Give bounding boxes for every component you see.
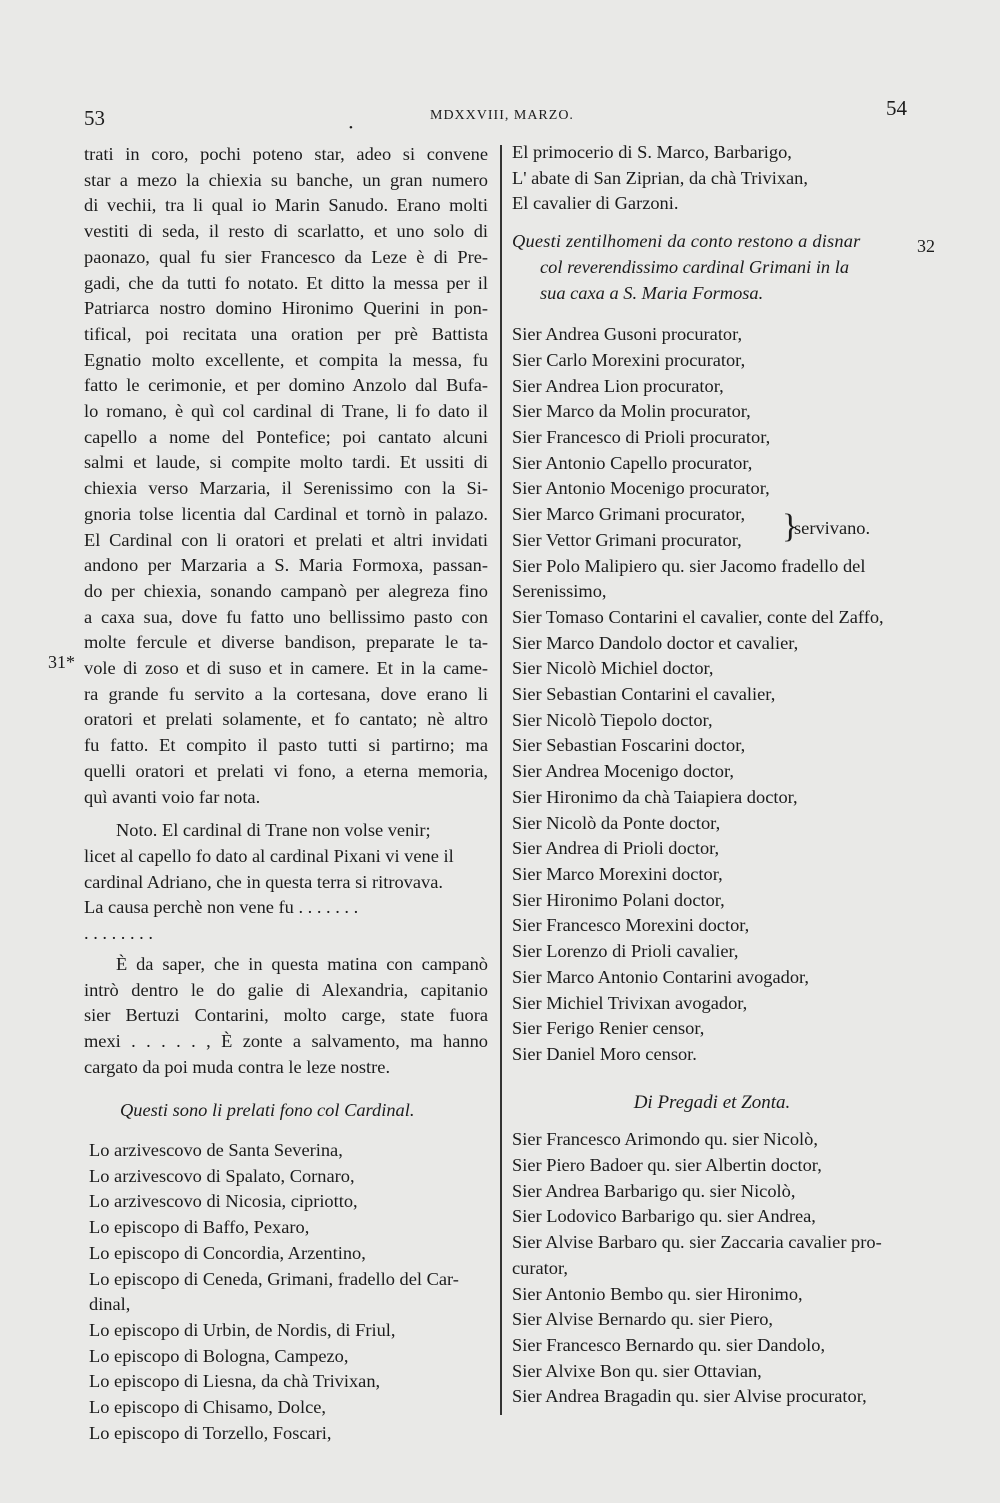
list-item: Sier Alvise Barbaro qu. sier Zaccaria cavalier pro- [512, 1232, 882, 1253]
list-item: Sier Antonio Mocenigo procurator, [512, 478, 770, 499]
list-item: Sier Carlo Morexini procurator, [512, 349, 746, 370]
text-line: licet al capello fo dato al cardinal Pixani vi vene il [84, 845, 454, 866]
text-line: . . . . . . . . [84, 923, 153, 944]
diners-list [512, 322, 912, 502]
list-item: Lo episcopo di Baffo, Pexaro, [89, 1217, 310, 1238]
list-item: Sier Antonio Capello procurator, [512, 452, 753, 473]
page-number-left: 53 [84, 106, 105, 130]
list-item: Sier Piero Badoer qu. sier Albertin doctor, [512, 1155, 822, 1176]
text-line: È da saper, che in questa matina con campanò [116, 953, 488, 974]
list-item: Sier Andrea Mocenigo doctor, [512, 761, 734, 782]
text-line: mexi . . . . . , È zonte a salvamento, ma hanno [84, 1030, 488, 1051]
list-item: El primocerio di S. Marco, Barbarigo, [512, 142, 792, 162]
text-line: quì avanti voio far nota. [84, 786, 261, 807]
section-heading: Di Pregadi et Zonta. [633, 1091, 791, 1113]
text-line: intrò dentro le do galie di Alexandria, capitanio [84, 979, 488, 1000]
list-top [512, 140, 912, 217]
text-line: fu fatto. Et compito il pasto tutti si partirno; ma [84, 735, 488, 756]
diners-list-continued [512, 554, 912, 1068]
prelates-list [84, 1138, 488, 1446]
page-header [0, 96, 1000, 140]
margin-note: 31* [48, 652, 75, 672]
text-line: salmi et laude, si compite molto tardi. Et ussiti di [84, 452, 488, 473]
list-item: Sier Nicolò da Ponte doctor, [512, 812, 721, 833]
list-item: Sier Polo Malipiero qu. sier Jacomo fradello del [512, 555, 866, 576]
list-item: Sier Lodovico Barbarigo qu. sier Andrea, [512, 1206, 816, 1227]
list-item: Sier Andrea Barbarigo qu. sier Nicolò, [512, 1180, 796, 1201]
left-column [84, 142, 488, 1446]
pregadi-list [512, 1127, 912, 1410]
list-item: Sier Antonio Bembo qu. sier Hironimo, [512, 1283, 803, 1304]
list-item: Sier Alvixe Bon qu. sier Ottavian, [512, 1360, 762, 1381]
list-item: Serenissimo, [512, 581, 607, 602]
paragraph [84, 818, 488, 947]
list-item: Sier Francesco Bernardo qu. sier Dandolo, [512, 1334, 826, 1355]
text-line: oratori et prelati solamente, et fo cantato; nè altro [84, 709, 488, 730]
column-divider [500, 145, 502, 1415]
text-line: sua caxa a S. Maria Formosa. [540, 282, 764, 303]
brace-group [512, 502, 912, 553]
running-title: MDXXVIII, MARZO. [430, 108, 574, 123]
text-line: vestiti di seda, il resto di scarlatto, et uno solo di [84, 221, 488, 242]
list-item: Sier Nicolò Tiepolo doctor, [512, 709, 713, 730]
list-item: Lo episcopo di Liesna, da chà Trivixan, [89, 1371, 381, 1392]
list-item: Sier Sebastian Contarini el cavalier, [512, 684, 776, 705]
text-line: chiexia verso Marzaria, il Serenissimo con la Si- [84, 478, 488, 499]
text-line: paonazo, qual fu sier Francesco da Leze è di Pre- [84, 246, 488, 267]
text-line: Questi zentilhomeni da conto restono a disnar [512, 231, 861, 252]
list-item: Sier Michiel Trivixan avogador, [512, 992, 748, 1013]
list-item: Sier Francesco Morexini doctor, [512, 915, 750, 936]
list-item: Sier Nicolò Michiel doctor, [512, 658, 714, 679]
list-item: Sier Marco Grimani procurator, [512, 504, 746, 525]
text-line: Egnatio molto excellente, et compita la messa, fu [84, 349, 488, 370]
text-line: col reverendissimo cardinal Grimani in la [540, 256, 850, 277]
text-line: La causa perchè non vene fu . . . . . . . [84, 897, 359, 918]
text-line: do per chiexia, sonando campanò per alegreza fino [84, 580, 488, 601]
text-line: star a mezo la chiexia su banche, un gran numero [84, 169, 488, 190]
right-column [512, 140, 912, 1410]
text-line: trati in coro, pochi poteno star, adeo si convene [84, 144, 488, 164]
section-heading: Questi sono li prelati fono col Cardinal. [120, 1100, 415, 1121]
list-item: Sier Francesco Arimondo qu. sier Nicolò, [512, 1129, 818, 1150]
list-item: Sier Andrea Lion procurator, [512, 375, 724, 396]
list-item: Lo episcopo di Concordia, Arzentino, [89, 1242, 366, 1263]
text-line: gadi, che da tutti fo notato. Et ditto la messa per il [84, 272, 488, 293]
list-item: Lo arzivescovo de Santa Severina, [89, 1140, 343, 1161]
brace-label: servivano. [794, 518, 871, 539]
list-item: Lo arzivescovo di Spalato, Cornaro, [89, 1165, 355, 1186]
list-item: Sier Vettor Grimani procurator, [512, 529, 742, 550]
list-item: Lo episcopo di Torzello, Foscari, [89, 1422, 332, 1443]
list-item: Sier Marco Dandolo doctor et cavalier, [512, 632, 799, 653]
list-item: El cavalier di Garzoni. [512, 193, 679, 214]
text-line: Noto. El cardinal di Trane non volse venir; [116, 820, 431, 841]
list-item: Sier Ferigo Renier censor, [512, 1018, 705, 1039]
text-line: a caxa sua, dove fu fatto uno bellissimo pasto con [84, 606, 488, 627]
list-item: Sier Marco Morexini doctor, [512, 863, 723, 884]
margin-note: 32 [917, 236, 935, 256]
text-line: di vechii, tra li qual io Marin Sanudo. Erano molti [84, 195, 488, 216]
text-line: cargato da poi muda contra le leze nostre. [84, 1056, 391, 1077]
text-line: quelli oratori et prelati vi fono, a eterna memoria, [84, 760, 488, 781]
list-item: Sier Tomaso Contarini el cavalier, conte del Zaffo, [512, 606, 884, 627]
list-item: Sier Lorenzo di Prioli cavalier, [512, 941, 739, 962]
list-item: Lo episcopo di Ceneda, Grimani, fradello del Car- [89, 1268, 459, 1289]
list-item: Sier Marco Antonio Contarini avogador, [512, 966, 810, 987]
text-line: lo romano, è quì col cardinal di Trane, li fo dato il [84, 401, 488, 422]
list-item: L' abate di San Ziprian, da chà Trivixan, [512, 167, 808, 188]
text-line: molte fercule et diverse bandison, preparate le ta- [84, 632, 488, 653]
list-item: Lo episcopo di Chisamo, Dolce, [89, 1397, 326, 1418]
paragraph [84, 952, 488, 1081]
text-line: sier Bertuzi Contarini, molto carge, state fuora [84, 1005, 488, 1026]
list-item: Sier Hironimo Polani doctor, [512, 889, 725, 910]
text-line: ra grande fu servito a la cortesana, dove erano li [84, 683, 488, 704]
list-item: Sier Francesco di Prioli procurator, [512, 427, 771, 448]
page-number-right: 54 [886, 96, 907, 120]
list-item: Sier Alvise Bernardo qu. sier Piero, [512, 1309, 773, 1330]
text-line: El Cardinal con li oratori et prelati et altri invidati [84, 529, 488, 550]
text-line: Patriarca nostro domino Hironimo Querini in pon- [84, 298, 488, 319]
list-item: Lo episcopo di Bologna, Campezo, [89, 1345, 349, 1366]
ornament-dot: • [349, 122, 353, 134]
list-item: Sier Andrea di Prioli doctor, [512, 838, 720, 859]
text-line: cardinal Adriano, che in questa terra si ritrovava. [84, 871, 443, 892]
list-item: Sier Sebastian Foscarini doctor, [512, 735, 746, 756]
text-line: andono per Marzaria a S. Maria Formoxa, passan- [84, 555, 488, 576]
text-line: vole di zoso et di suso et in camere. Et in la came- [84, 658, 488, 679]
list-item: Sier Hironimo da chà Taiapiera doctor, [512, 786, 798, 807]
list-item: Sier Andrea Gusoni procurator, [512, 324, 743, 345]
list-item: dinal, [89, 1294, 131, 1315]
list-item: Sier Andrea Bragadin qu. sier Alvise procurator, [512, 1386, 867, 1407]
text-line: capello a nome del Pontefice; poi cantato alcuni [84, 426, 488, 447]
paragraph [84, 142, 488, 810]
brace-icon: } [782, 508, 799, 546]
list-item: Lo episcopo di Urbin, de Nordis, di Friul, [89, 1319, 396, 1340]
list-item: Sier Daniel Moro censor. [512, 1043, 697, 1064]
text-line: tifical, poi recitata una oration per prè Battista [84, 323, 488, 344]
list-item: curator, [512, 1257, 568, 1278]
text-line: gnoria tolse licentia dal Cardinal et tornò in palazo. [84, 503, 488, 524]
list-item: Sier Marco da Molin procurator, [512, 401, 751, 422]
list-item: Lo arzivescovo di Nicosia, cipriotto, [89, 1191, 358, 1212]
text-line: fatto le cerimonie, et per domino Anzolo dal Bufa- [84, 375, 488, 396]
section-heading [512, 229, 912, 306]
